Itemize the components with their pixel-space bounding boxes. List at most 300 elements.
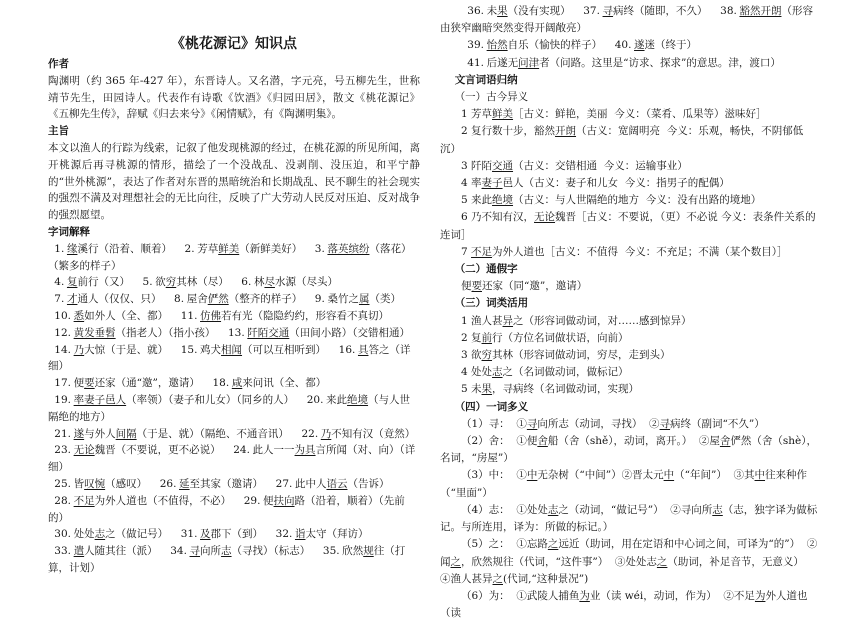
underlined-key-word: 穷 (481, 349, 493, 362)
underlined-key-word: 复 (66, 276, 78, 289)
section-line (440, 416, 818, 433)
vocab-gloss: （邀请） (221, 477, 264, 490)
vocab-phrase (74, 310, 116, 322)
text-segment: 桑竹之 (327, 293, 359, 306)
vocab-row (48, 442, 420, 476)
text-segment: 3 欲 (461, 349, 482, 362)
text-segment: 魏晋 (94, 444, 116, 457)
vocab-item (143, 276, 229, 288)
vocab-phrase (74, 394, 127, 406)
underlined-key-word: 果 (497, 5, 508, 17)
underlined-key-word: 志 (94, 528, 106, 541)
vocab-row (440, 3, 818, 37)
vocab-item (185, 243, 303, 255)
vocab-item (54, 243, 172, 255)
text-segment: 往 (373, 545, 385, 558)
author-heading: 作者 (48, 58, 69, 70)
text-segment: （5）之： ①忘路 (461, 538, 548, 551)
underlined-key-word: 乃 (73, 343, 85, 356)
vocab-gloss: （终于） (655, 39, 698, 52)
vocab-gloss: （全、都） (273, 377, 327, 390)
summary-section (440, 89, 818, 261)
underlined-key-word: 志 (712, 503, 723, 516)
vocab-row (48, 476, 420, 493)
section-line (440, 364, 818, 381)
text-segment: 欣然 (342, 545, 364, 558)
vocab-list-continued (440, 3, 818, 72)
section-line (440, 313, 818, 330)
vocab-phrase (247, 327, 289, 339)
vocab-item (54, 444, 220, 456)
vocab-phrase (634, 39, 655, 51)
vocab-item (276, 528, 369, 540)
vocab-gloss: （于是、就） (105, 343, 169, 356)
text-segment: 5 来此 (461, 194, 493, 207)
vocab-phrase (327, 293, 369, 305)
underlined-key-word: 舍 (537, 435, 548, 448)
underlined-key-word: 志 (492, 366, 503, 379)
vocab-gloss: （新鲜美好） (239, 242, 303, 255)
underlined-key-word: 尽 (264, 276, 275, 289)
vocab-phrase (74, 344, 106, 356)
underlined-key-word: 无论 (534, 211, 556, 224)
underlined-key-word: 间隔 (115, 427, 137, 440)
text-segment: 远近（助词，用在定语和中心词之间，可译为“的”） ②闻 (440, 538, 818, 568)
underlined-key-word: 无论 (73, 444, 95, 457)
vocab-gloss: （整齐的样子） (228, 293, 303, 306)
vocab-phrase (342, 545, 384, 557)
vocab-phrase (67, 293, 99, 305)
vocab-phrase (603, 5, 635, 17)
vocab-number: 10. (54, 309, 71, 322)
underlined-key-word: 咸 (231, 377, 243, 390)
text-segment: 前行 (77, 276, 99, 289)
vocab-item (276, 478, 390, 490)
vocab-number: 25. (54, 477, 71, 490)
vocab-phrase (321, 428, 374, 440)
text-segment: 业（读 wéi，动词，作为） ②不足 (589, 589, 755, 602)
text-segment: （3）中： ① (461, 469, 527, 482)
vocab-item (54, 293, 161, 305)
underlined-key-word: 寻 (189, 545, 201, 558)
vocab-item (583, 5, 707, 17)
text-segment: 欲 (155, 276, 166, 289)
right-column (440, 3, 818, 622)
section-line (440, 588, 818, 622)
text-segment: 1 芳草 (461, 108, 493, 121)
summary-section (440, 399, 818, 622)
vocab-gloss: （指老人）（指小孩） (115, 326, 216, 339)
text-segment: 鸡犬 (200, 343, 222, 356)
underlined-key-word: 要 (471, 280, 482, 293)
underlined-key-word: 寻 (602, 5, 614, 17)
text-segment: （古义：交错相通 今义：运输事业） (513, 159, 688, 172)
vocab-gloss: （形容由狭窄幽暗突然变得开阔敞亮） (440, 5, 813, 35)
text-segment: 之（动词，“做记号”） ②寻向所 (558, 503, 713, 516)
vocab-gloss: （隐隐约约，形容看不真切） (252, 309, 390, 322)
underlined-key-word: 属 (358, 293, 370, 306)
underlined-key-word: 寻 (526, 417, 538, 430)
vocab-row (440, 37, 818, 54)
vocab-phrase (74, 428, 137, 440)
vocab-gloss: （到） (231, 528, 264, 541)
vocab-number: 41. (467, 56, 484, 69)
vocab-number: 31. (180, 528, 198, 541)
vocab-gloss: （落花）（繁多的样子） (48, 242, 412, 272)
vocab-item (228, 327, 410, 339)
underlined-key-word: 规 (363, 545, 374, 558)
vocab-number: 1. (54, 242, 65, 255)
vocab-number: 29. (243, 494, 261, 507)
underlined-key-word: 之 (547, 538, 559, 551)
text-segment: 迷 (644, 39, 656, 52)
vocab-phrase (200, 344, 242, 356)
vocab-row (48, 375, 420, 392)
text-segment: 还家 (94, 377, 116, 390)
section-line (440, 278, 818, 295)
vocab-phrase (487, 39, 529, 51)
text-segment: 未 (486, 5, 498, 17)
vocab-gloss: （没有实现） (507, 5, 571, 17)
vocab-number: 34. (170, 545, 187, 558)
underlined-key-word: 怡然 (486, 39, 508, 52)
vocab-gloss: （可以互相听到） (242, 343, 327, 356)
vocab-item (315, 293, 401, 305)
vocab-phrase (739, 5, 781, 17)
section-line (440, 244, 818, 261)
underlined-key-word: 遣 (73, 545, 85, 558)
section-line (440, 106, 818, 123)
underlined-key-word: 率妻子邑人 (73, 393, 127, 406)
text-segment: 4 处处 (461, 366, 493, 379)
vocab-item (54, 478, 147, 490)
vocab-gloss: （田间小路）（交错相通） (289, 326, 411, 339)
text-segment: ［古义：鲜艳，美丽 今义：（菜肴、瓜果等）滋味好］ (513, 108, 767, 121)
text-segment: ，寻病终（名词做动词，实现） (492, 383, 640, 396)
vocab-item (54, 495, 231, 507)
text-segment: （志，独字译为做标记。与所连用，译为：所做的标记。） (440, 503, 818, 534)
text-segment: （助词，补足音节，无意义） ④渔人甚异 (440, 555, 811, 585)
text-segment: 屋舍 (186, 293, 208, 306)
text-segment: （古义：宽阔明亮 今义：乐观，畅快，不阴郁低沉） (440, 125, 804, 155)
text-segment: 若有光 (221, 309, 253, 322)
text-segment: (代词,“这种景况”) (503, 572, 589, 585)
vocab-phrase (67, 276, 99, 288)
vocab-phrase (254, 276, 296, 288)
underlined-key-word: 诣 (294, 528, 306, 541)
vocab-phrase (74, 545, 127, 557)
vocab-number: 3. (314, 242, 325, 255)
vocab-number: 35. (322, 545, 340, 558)
vocab-row (48, 392, 420, 426)
underlined-key-word: 缘 (66, 242, 78, 255)
text-segment: 往来种作（“里面”） (440, 469, 808, 499)
vocab-gloss: （随即，不久） (634, 5, 708, 17)
vocab-gloss: （对、向）（详细） (48, 444, 416, 474)
text-segment: （6）为： ①武陵人捕鱼 (461, 589, 580, 602)
underlined-key-word: 为具 (294, 444, 316, 457)
underlined-key-word: 之 (492, 572, 503, 585)
vocab-gloss: （与人世隔绝的地方） (48, 393, 411, 423)
underlined-key-word: 俨然 (207, 293, 229, 306)
text-segment: 向所志（动词，寻找） ② (537, 417, 660, 430)
underlined-key-word: 乃 (320, 427, 332, 440)
underlined-key-word: 扶向 (273, 494, 295, 507)
underlined-key-word: 叹惋 (84, 477, 106, 490)
vocab-phrase (295, 528, 327, 540)
underlined-key-word: 落英缤纷 (327, 242, 370, 255)
section-line (440, 175, 818, 192)
text-segment: 7 (461, 245, 472, 258)
vocab-gloss: （感叹） (105, 477, 148, 490)
summary-heading: 文言词语归纳 (454, 73, 518, 86)
text-segment: 水源 (274, 276, 296, 289)
vocab-phrase (67, 243, 99, 255)
vocab-number: 4. (54, 276, 65, 289)
text-segment: 便 (263, 494, 274, 507)
vocab-phrase (179, 478, 221, 490)
section-line (440, 347, 818, 364)
vocab-item (160, 478, 263, 490)
vocab-phrase (200, 310, 253, 322)
vocab-row (48, 241, 420, 275)
vocab-gloss: （尽） (197, 276, 229, 289)
vocab-item (54, 344, 168, 356)
vocab-number: 5. (142, 276, 153, 289)
text-segment: 人随其往 (84, 545, 127, 558)
document-title: 《桃花源记》知识点 (171, 36, 297, 52)
vocab-gloss: （仅仅、只） (98, 293, 162, 306)
text-segment: 为外人道也 (94, 494, 148, 507)
vocab-number: 11. (180, 309, 198, 322)
vocab-phrase (327, 243, 369, 255)
theme-text: 本文以渔人的行踪为线索，记叙了他发现桃源的经过，在桃花源的所见所闻，离开桃源后再寻桃源的情形，描绘了一个没战乱、没剥削、没压迫，和平宁静的“世外桃源”，表达了作者对东晋的黑暗统治和长期战乱、民不聊生的社会现实的强烈不满及对理想社会的无比向往，反映了广大劳动人民反对压迫、反对战争的强烈愿望。 (48, 141, 420, 222)
underlined-key-word: 问津 (518, 56, 540, 69)
vocab-phrase (74, 377, 116, 389)
vocab-number: 21. (54, 427, 71, 440)
vocab-item (241, 276, 338, 288)
text-segment: 其林（形容词做动词，穷尽，走到头） (492, 349, 671, 362)
vocab-phrase (74, 495, 148, 507)
text-segment: 6 乃不知有汉， (461, 211, 535, 224)
text-segment: 皆 (73, 477, 85, 490)
underlined-key-word: 才 (66, 293, 78, 306)
vocab-item (301, 428, 415, 440)
vocab-gloss: （寻找）（标志） (231, 545, 311, 558)
vocab-number: 9. (314, 293, 325, 306)
vocab-list (48, 241, 420, 577)
text-segment: 2 复行数十步，豁然 (461, 125, 556, 138)
vocab-phrase (326, 394, 368, 406)
vocab-gloss: （全、都） (115, 309, 169, 322)
underlined-key-word: 妻子 (481, 177, 503, 190)
underlined-key-word: 前 (481, 331, 493, 344)
underlined-key-word: 相闻 (221, 343, 243, 356)
underlined-key-word: 不足 (73, 494, 95, 507)
underlined-key-word: 绝境 (492, 194, 514, 207)
text-segment: 不知有汉 (331, 427, 374, 440)
vocab-phrase (74, 478, 106, 490)
text-segment: 芳草 (197, 242, 219, 255)
text-segment: 自乐 (507, 39, 529, 52)
underlined-key-word: 鲜美 (218, 242, 240, 255)
vocab-number: 16. (338, 343, 356, 356)
underlined-key-word: 寻 (659, 417, 671, 430)
vocab-item (54, 327, 215, 339)
text-segment: 1 渔人甚 (461, 314, 503, 327)
underlined-key-word: 黄发垂髫 (73, 326, 116, 339)
text-segment: （“年间”） ③其 (674, 469, 755, 482)
vocab-item (54, 276, 130, 288)
vocab-item (54, 528, 168, 540)
vocab-number: 15. (180, 343, 198, 356)
vocab-number: 36. (467, 5, 484, 17)
vocab-item (181, 528, 263, 540)
text-segment: 5 未 (461, 383, 482, 396)
vocab-row (48, 426, 420, 443)
section-line (440, 158, 818, 175)
vocab-number: 24. (233, 444, 250, 457)
text-segment: 便 (73, 377, 85, 390)
text-segment: （1）寻： ① (461, 417, 527, 430)
vocab-row (48, 308, 420, 325)
text-segment: 魏晋［古义：不要说，（更）不必说 今义：表条件关系的连词］ (440, 211, 816, 241)
vocab-number: 8. (174, 293, 185, 306)
vocab-gloss: （类） (369, 293, 401, 306)
vocab-phrase (487, 57, 550, 69)
vocab-item (467, 5, 570, 17)
underlined-key-word: 鲜美 (492, 108, 514, 121)
vocab-row (48, 543, 420, 577)
vocab-gloss: （率领）（妻子和儿女）（同乡的人） (126, 393, 295, 406)
section-heading: （四）一词多义 (454, 400, 529, 413)
underlined-key-word: 具 (357, 343, 369, 356)
text-segment: 林 (253, 276, 265, 289)
vocab-row (48, 274, 420, 291)
vocab-number: 20. (306, 393, 324, 406)
text-segment: 郡下 (210, 528, 232, 541)
vocab-number: 26. (159, 477, 177, 490)
vocab-item (54, 428, 289, 440)
text-segment: 至其家 (189, 477, 222, 490)
vocab-number: 27. (275, 477, 293, 490)
vocab-number: 33. (54, 545, 71, 558)
vocab-item (170, 545, 310, 557)
underlined-key-word: 开朗 (555, 125, 577, 138)
underlined-key-word: 之 (656, 555, 668, 568)
vocab-gloss: （于是、就）（隔绝、不通音讯） (136, 427, 289, 440)
underlined-key-word: 中 (663, 469, 675, 482)
section-line (440, 123, 818, 157)
vocab-item (174, 293, 302, 305)
underlined-key-word: 豁然开朗 (739, 5, 782, 17)
summary-sections (440, 89, 818, 622)
text-segment: 俨然（舍（shè），名词，“房屋”） (440, 435, 818, 465)
vocab-phrase (187, 293, 229, 305)
text-segment: 病终 (613, 5, 635, 17)
vocab-gloss: （沿着，顺着）（先前的） (48, 494, 405, 524)
text-segment: 者 (539, 56, 550, 69)
section-line (440, 536, 818, 588)
vocab-phrase (295, 478, 348, 490)
text-segment: 此人一一 (252, 444, 295, 457)
text-segment: 此中人 (294, 477, 327, 490)
vocab-gloss: （打算，计划） (48, 545, 406, 574)
underlined-key-word: 志 (221, 545, 232, 558)
vocab-number: 13. (227, 326, 245, 339)
text-segment: 邑人（古义：妻子和儿女 今义：指男子的配偶） (502, 177, 730, 190)
vocab-item (181, 310, 389, 322)
section-heading: （一）古今异义 (454, 91, 529, 104)
section-line (440, 381, 818, 398)
vocab-gloss: （详细） (48, 343, 411, 373)
vocab-gloss: （派） (126, 545, 158, 558)
text-segment: 路 (294, 494, 306, 507)
underlined-key-word: 遂 (634, 39, 645, 52)
vocab-item (54, 545, 157, 557)
text-segment: 之（形容词做动词，对……感到惊异） (513, 314, 692, 327)
text-segment: 大惊 (84, 343, 106, 356)
text-segment: 来问讯 (242, 377, 274, 390)
underlined-key-word: 及 (200, 528, 211, 541)
text-segment: （4）志： ①处处 (461, 503, 548, 516)
section-line (440, 502, 818, 536)
vocab-phrase (74, 444, 116, 456)
vocab-number: 30. (54, 528, 71, 541)
summary-section (440, 261, 818, 295)
text-segment: 向所 (200, 545, 222, 558)
vocab-number: 18. (212, 377, 230, 390)
underlined-key-word: 为 (754, 589, 766, 602)
text-segment: 4 率 (461, 177, 482, 190)
vocab-gloss: （不要说，更不必说） (115, 444, 221, 457)
vocab-number: 17. (54, 377, 71, 390)
section-heading: （三）词类活用 (454, 297, 529, 310)
author-text: 陶渊明（约 365 年-427 年），东晋诗人。又名潜，字元亮，号五柳先生，世称靖节先生，田园诗人。代表作有诗歌《饮酒》《归园田居》，散文《桃花源记》《五柳先生传》，辞赋《归去来兮》《闲情赋》，有《陶渊明集》。 (48, 74, 420, 121)
text-segment: 便 (461, 280, 472, 293)
vocab-gloss: （拜访） (326, 528, 369, 541)
vocab-item (467, 39, 602, 51)
vocab-row (48, 325, 420, 342)
vocab-number: 40. (614, 39, 632, 52)
text-segment: 处处 (73, 528, 95, 541)
vocab-gloss: （告诉） (347, 477, 390, 490)
vocab-number: 6. (241, 276, 252, 289)
text-segment: （古义：与人世隔绝的地方 今义：没有出路的境地） (513, 194, 762, 207)
vocab-item (54, 377, 200, 389)
text-segment: ，欣然规往（代词，“这件事”） ③处处志 (461, 555, 657, 568)
vocab-number: 32. (275, 528, 293, 541)
underlined-key-word: 穷 (165, 276, 177, 289)
underlined-key-word: 中 (754, 469, 766, 482)
vocab-row (48, 493, 420, 527)
vocab-phrase (253, 444, 348, 456)
vocab-row (48, 291, 420, 308)
summary-section (440, 295, 818, 398)
vocab-number: 7. (54, 293, 65, 306)
vocab-gloss: （愉快的样子） (528, 39, 603, 52)
underlined-key-word: 阡陌交通 (247, 326, 290, 339)
underlined-key-word: 异 (502, 314, 514, 327)
vocab-phrase (487, 5, 508, 17)
text-segment: 之 (105, 528, 116, 541)
vocab-gloss: （又） (98, 276, 130, 289)
vocab-number: 14. (54, 343, 71, 356)
text-segment: 病终（副词“不久”） (670, 417, 765, 430)
vocab-gloss: （沿着、顺着） (98, 242, 172, 255)
text-segment: 还家（同“邀”，邀请） (482, 280, 588, 293)
vocab-item (54, 394, 294, 406)
